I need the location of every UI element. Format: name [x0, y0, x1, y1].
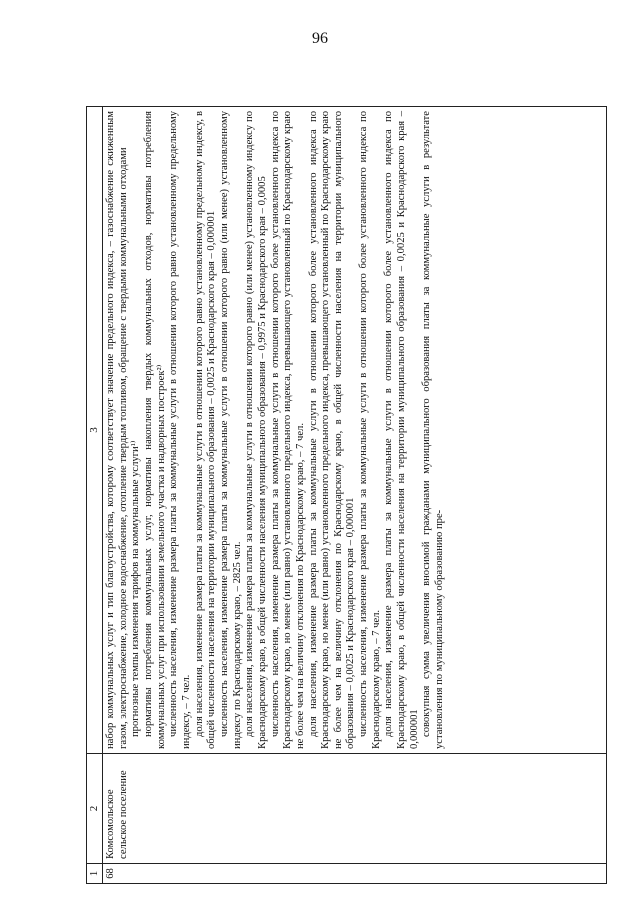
text-paragraph: прогнозные темпы изменения тарифов на коммунальные услуги¹⁾	[130, 440, 142, 737]
text-paragraph: численность населения, изменение размера платы за коммунальные услуги в отношении которого равно установленному предельному индексу, – 7 чел.	[168, 111, 192, 749]
text-paragraph: доля населения, изменение размера платы за коммунальные услуги в отношении которого более установленного индекса по Краснодарскому краю, но менее (или равно) установленного предельного индекса, превышающего установленный по Краснодарскому краю не более чем на величину отклонения по Краснодарскому краю, в общей численности населения на территории муниципального образования – 0,0025 и Краснодарского края – 0,000001	[307, 111, 357, 749]
table-header-row	[87, 107, 103, 883]
text-paragraph: доля населения, изменение размера платы за коммунальные услуги в отношении которого равно (или менее) установленному индексу по Краснодарскому краю, в общей численности населения муниципального образования – 0,9975 и Краснодарского края – 0,0005	[244, 111, 268, 749]
text-paragraph: численность населения, изменение размера платы за коммунальные услуги в отношении которого более установленного индекса по Краснодарскому краю, – 7 чел.	[358, 111, 382, 749]
rotated-table-frame	[86, 106, 607, 884]
text-paragraph: доля населения, изменение размера платы за коммунальные услуги в отношении которого равно установленному предельному индексу, в общей численности населения на территории муниципального образования – 0,0025 и Краснодарского края – 0,000001	[193, 111, 218, 749]
text-paragraph: совокупная сумма увеличения вносимой гражданами муниципального образования платы за коммунальные услуги в результате установления по муниципальному образованию пре-	[421, 111, 446, 749]
text-paragraph: доля населения, изменение размера платы за коммунальные услуги в отношении которого более установленного индекса по Краснодарскому краю, в общей численности населения на территории муниципального образования – 0,0025 и Краснодарского края – 0,000001	[383, 111, 420, 749]
text-paragraph: нормативы потребления коммунальных услуг, нормативы накопления твердых коммунальных отходов, нормативы потребления коммунальных услуг при использовании земельного участка и надворных построек²⁾	[142, 111, 167, 749]
column-header-1: 1	[87, 863, 102, 883]
column-header-2: 2	[87, 753, 102, 863]
text-paragraph: численность населения, изменение размера платы за коммунальные услуги в отношении которого равно (или менее) установленному индексу по Краснодарскому краю, – 2825 чел.	[218, 111, 243, 749]
settlement-name: Комсомольское сельское поселение	[103, 753, 606, 863]
indicators-text	[103, 107, 606, 753]
row-number: 68	[103, 863, 606, 883]
table-row	[103, 107, 606, 883]
page-number: 96	[312, 30, 328, 47]
text-paragraph: численность населения, изменение размера платы за коммунальные услуги в отношении которого более установленного индекса по Краснодарскому краю, но менее (или равно) установленного предельного индекса, превышающего установленный по Краснодарскому краю не более чем на величину отклонения по Краснодарскому краю, – 7 чел.	[269, 111, 306, 749]
data-table	[86, 106, 607, 884]
text-paragraph: набор коммунальных услуг и тип благоустройства, которому соответствует значение предельного индекса, – газоснабжение сжиженным газом, электроснабжение, холодное водоснабжение, отопление твердым топливом, обращение с твердыми коммунальными отходами	[105, 111, 129, 749]
column-header-3: 3	[88, 427, 100, 433]
